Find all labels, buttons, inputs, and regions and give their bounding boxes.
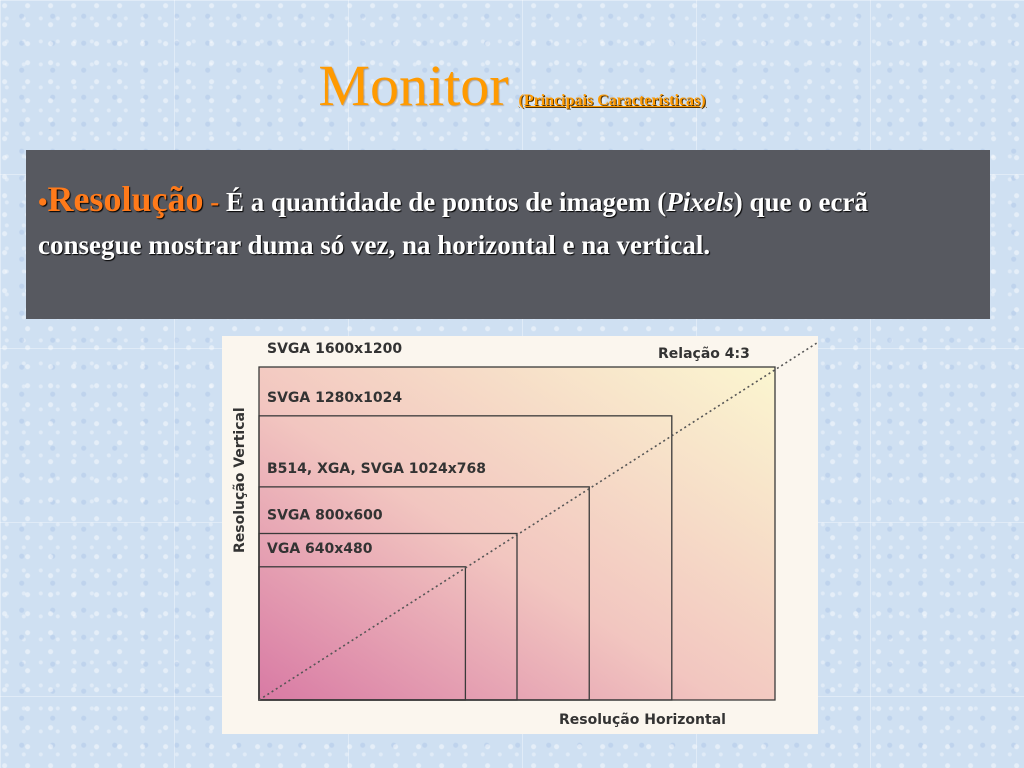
bullet: • bbox=[38, 187, 48, 217]
resolution-figure bbox=[222, 336, 818, 734]
title-main: Monitor bbox=[318, 53, 509, 118]
definition-term: Resolução bbox=[47, 179, 204, 219]
title-subtitle: (Principais Características) bbox=[518, 92, 706, 109]
x-axis-label: Resolução Horizontal bbox=[559, 712, 726, 728]
ratio-label: Relação 4:3 bbox=[658, 346, 750, 362]
definition-text-1: É a quantidade de pontos de imagem ( bbox=[225, 187, 667, 217]
resolution-diagram bbox=[222, 336, 818, 734]
resolution-label: SVGA 800x600 bbox=[267, 507, 383, 524]
y-axis-label: Resolução Vertical bbox=[232, 407, 248, 553]
definition-box bbox=[26, 150, 990, 319]
definition-dash: - bbox=[203, 187, 226, 217]
resolution-label: SVGA 1600x1200 bbox=[267, 341, 403, 357]
resolution-label: VGA 640x480 bbox=[267, 540, 373, 557]
resolution-label: SVGA 1280x1024 bbox=[267, 389, 403, 406]
definition-text-2: ) que o ecrã consegue mostrar duma só vez, na horizontal e na vertical. bbox=[38, 187, 868, 260]
definition-italic: Pixels bbox=[666, 187, 734, 217]
slide-title bbox=[0, 52, 1024, 119]
resolution-label: B514, XGA, SVGA 1024x768 bbox=[267, 460, 486, 477]
